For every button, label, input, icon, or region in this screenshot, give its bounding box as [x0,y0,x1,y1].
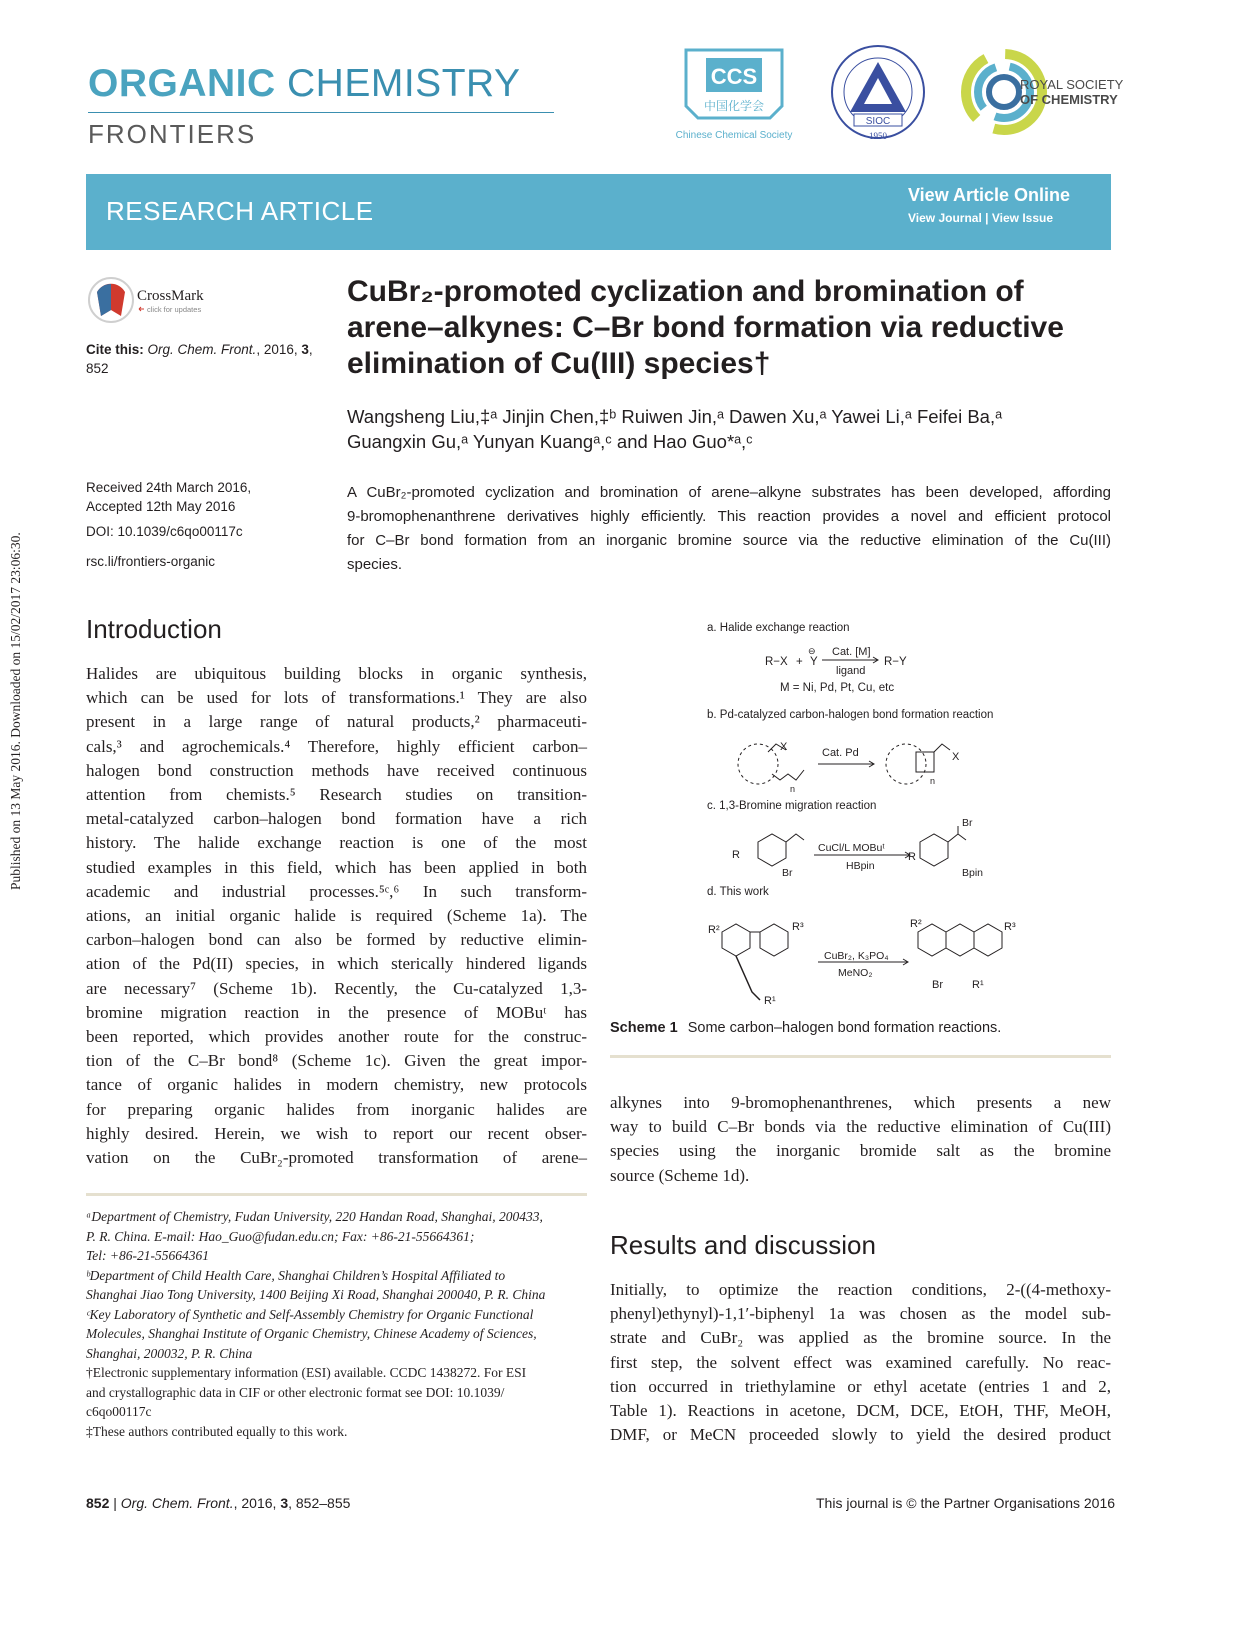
author-list [347,404,1117,454]
scheme-d-label: d. This work [707,886,769,898]
svg-text:CCS: CCS [710,64,758,89]
scheme-c-reagent-1: CuCl/L MOBuᵗ [818,842,885,854]
scheme-b-halide-2: X [952,751,960,763]
intro-line: attention from chemists.⁵ Research studies on transition- [86,785,587,805]
intro-line: been reported, which provides another route for the construc- [86,1027,587,1047]
intro-line: ation of the Pd(II) species, in which sterically hindered ligands [86,954,587,974]
results-line: phenyl)ethynyl)-1,1′-biphenyl 1a was chosen as the model sub- [610,1304,1111,1324]
results-text [610,1278,1111,1447]
scheme-d-r3: R³ [792,921,804,933]
scheme-b-halide-1: X [780,741,788,753]
journal-name [88,62,521,106]
introduction-text [86,662,587,1170]
article-dates [86,478,336,516]
intro-line: vation on the CuBr₂-promoted transformation of arene– [86,1148,587,1168]
intro-line: tion of the C–Br bond⁸ (Scheme 1c). Given the great impor- [86,1051,587,1071]
cite-this: Cite this: Org. Chem. Front., 2016, 3, 852 [86,342,313,376]
footer-separator: | [113,1495,117,1511]
scheme-a-nucleophile: Y [810,656,818,668]
banner-sub-links [908,211,1053,225]
title-line: CuBr₂-promoted cyclization and bromination of [347,275,1024,308]
banner-separator: | [985,211,989,225]
intro-line: metal-catalyzed carbon–halogen bond formation have a rich [86,809,587,829]
scheme-a-charge: ⊖ [808,646,816,656]
intro-line: studied examples in this field, which has been applied in both [86,857,587,877]
scheme-caption [610,1020,1001,1036]
abstract-line: for C–Br bond formation from an inorganic bromine source via the reductive elimination of the Cu(III) [347,532,1111,549]
footnotes [86,1207,587,1441]
scheme-a-metals: M = Ni, Pd, Pt, Cu, etc [780,682,895,694]
scheme-d-product-r2: R² [910,918,922,930]
scheme-a-plus: + [796,656,803,668]
view-journal-link[interactable]: View Journal [908,211,982,225]
intro-line: history. The halide exchange reaction is one of the most [86,833,587,853]
intro-line: ations, an initial organic halide is required (Scheme 1a). The [86,906,587,926]
ccs-logo-caption: Chinese Chemical Society [675,130,793,141]
affiliation-line: Shanghai, 200032, P. R. China [86,1345,253,1361]
intro-line: which can be used for lots of transformations.¹ They are also [86,688,587,708]
scheme-a-label: a. Halide exchange reaction [707,622,850,634]
side-note-text: Published on 13 May 2016. Downloaded on 15/02/2017 23:06:30. [8,532,23,890]
scheme-a-reactant: R−X [765,656,788,668]
affiliation-line: P. R. China. E-mail: Hao_Guo@fudan.edu.cn; Fax: +86-21-55664361; [86,1228,475,1244]
scheme-b-catalyst: Cat. Pd [822,747,859,759]
scheme-c-r-2: R [908,851,916,863]
sioc-logo [826,42,930,146]
scheme-c-label: c. 1,3-Bromine migration reaction [707,800,877,812]
affiliation-line: Shanghai Jiao Tong University, 1400 Beijing Xi Road, Shanghai 200040, P. R. China [86,1287,546,1302]
cite-journal: Org. Chem. Front. [147,342,257,357]
article-doi[interactable]: DOI: 10.1039/c6qo00117c [86,524,243,539]
abstract-line: 9-bromophenanthrene derivatives highly efficiently. This reaction provides a novel and efficient protocol [347,508,1111,525]
scheme-b-n-2: n [930,776,936,786]
journal-name-bold: ORGANIC [88,62,276,105]
esi-line: †Electronic supplementary information (ESI) available. CCDC 1438272. For ESI [86,1365,527,1380]
scheme-d-r1: R¹ [764,995,776,1007]
publication-side-note [4,470,28,890]
crossmark-badge[interactable] [87,276,217,328]
scheme-d-product-r1: R¹ [972,979,984,991]
intro-line: Halides are ubiquitous building blocks in organic synthesis, [86,664,587,683]
scheme-divider [610,1055,1111,1058]
intro-line: present in a large range of natural products,² pharmaceuti- [86,712,587,732]
title-line: elimination of Cu(III) species† [347,347,771,380]
intro-line: way to build C–Br bonds via the reductive elimination of Cu(III) [610,1117,1111,1137]
affiliation-line: ᵇDepartment of Child Health Care, Shanghai Children’s Hospital Affiliated to [86,1267,506,1283]
cite-year: , 2016, [256,342,298,357]
scheme-c-br-1: Br [782,867,793,879]
scheme-d-r2: R² [708,924,720,936]
scheme-c-br-2: Br [962,817,973,829]
rsc-logo-line1: ROYAL SOCIETY [1020,77,1124,92]
article-type: RESEARCH ARTICLE [106,196,374,226]
introduction-continued [610,1091,1111,1188]
intro-line: are necessary⁷ (Scheme 1b). Recently, the Cu-catalyzed 1,3- [86,978,587,998]
scheme-a-ligand: ligand [836,665,866,677]
scheme-c-r-1: R [732,849,740,861]
journal-rule [88,112,554,113]
results-line: Initially, to optimize the reaction conditions, 2-((4-methoxy- [610,1280,1111,1299]
abstract-line: A CuBr₂-promoted cyclization and bromination of arene–alkyne substrates has been developed, affording [347,484,1111,501]
scheme-a-catalyst: Cat. [M] [832,646,871,658]
scheme-d-reagent-2: MeNO₂ [838,967,873,979]
scheme-d-product-r3: R³ [1004,921,1016,933]
accepted-date: Accepted 12th May 2016 [86,499,236,514]
rsc-logo-line2: OF CHEMISTRY [1020,92,1118,107]
esi-line: ‡These authors contributed equally to this work. [86,1423,348,1439]
intro-line: alkynes into 9-bromophenanthrenes, which presents a new [610,1093,1111,1112]
page-number: 852 [86,1495,110,1511]
page-footer-copyright: This journal is © the Partner Organisations 2016 [816,1495,1116,1511]
footer-year: , 2016, [233,1495,277,1511]
results-line: strate and CuBr₂ was applied as the bromine source. In the [610,1328,1111,1348]
results-heading: Results and discussion [610,1230,876,1260]
cite-volume: 3 [301,342,309,357]
affiliation-line: ᵃDepartment of Chemistry, Fudan University, 220 Handan Road, Shanghai, 200433, [86,1209,543,1224]
results-line: first step, the solvent effect was examined carefully. No reac- [610,1352,1111,1372]
intro-line: species using the inorganic bromide salt as the bromine [610,1141,1111,1161]
intro-line: for preparing organic halides from inorganic halides are [86,1099,587,1119]
scheme-1-figure [610,614,1111,1020]
article-title [347,274,1117,382]
footer-pages: , 852–855 [288,1495,351,1511]
intro-line: academic and industrial processes.⁵ᶜ,⁶ In such transform- [86,881,587,901]
scheme-c-reagent-2: HBpin [846,860,875,872]
ccs-logo-text: 中国化学会 [703,99,765,113]
rsc-logo [960,42,1124,142]
esi-notes [86,1363,587,1441]
abstract [347,481,1111,577]
intro-line: source (Scheme 1d). [610,1165,750,1185]
received-date: Received 24th March 2016, [86,480,252,495]
sioc-logo-year: 1950 [869,131,887,141]
scheme-caption-label: Scheme 1 [610,1020,678,1036]
scheme-d-product-br: Br [932,979,943,991]
esi-line: and crystallographic data in CIF or other electronic format see DOI: 10.1039/ [86,1384,505,1400]
affiliation-line: Tel: +86-21-55664361 [86,1248,209,1263]
author-line: Wangsheng Liu,‡ᵃ Jinjin Chen,‡ᵇ Ruiwen Jin,ᵃ Dawen Xu,ᵃ Yawei Li,ᵃ Feifei Ba,ᵃ [347,406,1002,427]
scheme-b-n-1: n [790,784,796,794]
scheme-caption-text: Some carbon–halogen bond formation reactions. [687,1020,1002,1036]
journal-name-light: CHEMISTRY [287,62,521,105]
title-line: arene–alkynes: C–Br bond formation via reductive [347,311,1064,344]
intro-line: carbon–halogen bond can also be formed by reductive elimin- [86,930,587,950]
affiliation-line: Molecules, Shanghai Institute of Organic Chemistry, Chinese Academy of Sciences, [86,1326,537,1341]
scheme-d-reagent-1: CuBr₂, K₃PO₄ [824,950,889,962]
esi-line: c6qo00117c [86,1404,152,1419]
cite-page: 852 [86,361,109,376]
journal-short-link[interactable]: rsc.li/frontiers-organic [86,554,216,569]
abstract-line: species. [347,556,403,573]
scheme-a-product: R−Y [884,656,907,668]
footnote-divider [86,1193,587,1196]
crossmark-sub: click for updates [147,305,202,314]
scheme-c-bpin: Bpin [962,867,984,879]
affiliation-line: ᶜKey Laboratory of Synthetic and Self-Assembly Chemistry for Organic Functional [86,1306,534,1322]
footer-journal: Org. Chem. Front. [120,1495,234,1511]
journal-subtitle: FRONTIERS [88,119,257,149]
results-line: tion occurred in triethylamine or ethyl acetate (entries 1 and 2, [610,1376,1111,1396]
view-article-online-link[interactable]: View Article Online [908,185,1071,205]
page-footer-citation [86,1495,350,1511]
author-line: Guangxin Gu,ᵃ Yunyan Kuangᵃ,ᶜ and Hao Guo*ᵃ,ᶜ [347,431,753,452]
scheme-b-label: b. Pd-catalyzed carbon-halogen bond formation reaction [707,709,994,721]
ccs-logo [672,42,796,146]
intro-line: halogen bond construction methods have received continuous [86,760,587,780]
results-line: Table 1). Reactions in acetone, DCM, DCE, EtOH, THF, MeOH, [610,1401,1111,1421]
view-issue-link[interactable]: View Issue [991,211,1054,225]
affiliations [86,1207,587,1363]
intro-line: tance of organic halides in modern chemistry, new protocols [86,1075,587,1095]
footer-volume: 3 [280,1495,289,1511]
cite-prefix: Cite this: [86,342,144,357]
results-line: DMF, or MeCN proceeded slowly to yield the desired product [610,1425,1111,1445]
intro-line: cals,³ and agrochemicals.⁴ Therefore, highly efficient carbon– [86,736,587,756]
intro-line: bromine migration reaction in the presence of MOBuᵗ has [86,1002,587,1022]
introduction-heading: Introduction [86,614,222,644]
sioc-logo-text: SIOC [865,116,891,127]
crossmark-name: CrossMark [137,288,204,304]
intro-line: highly desired. Herein, we wish to report our recent obser- [86,1123,587,1143]
